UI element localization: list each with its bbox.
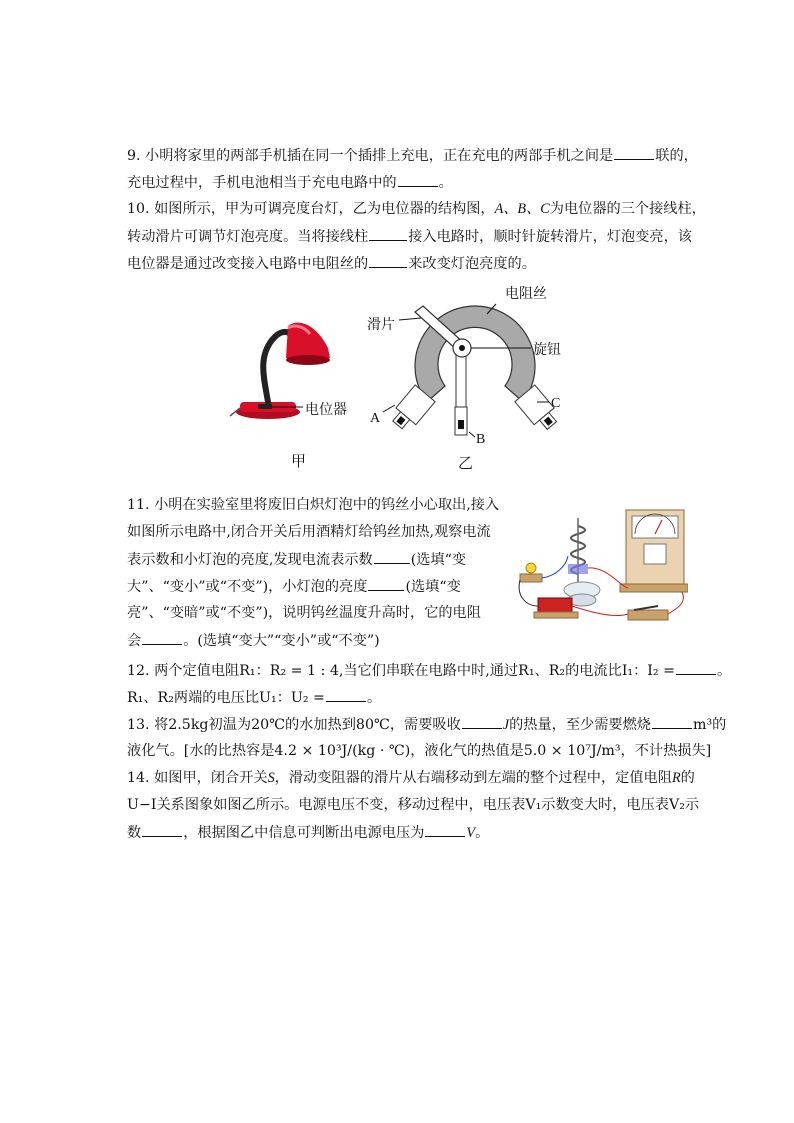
q10-blank-1[interactable] <box>369 226 407 241</box>
q11-text3a: 表示数和小灯泡的亮度,发现电流表示数 <box>127 552 373 568</box>
q13-text2: 液化气。[水的比热容是4.2 × 10³J/(kg · ℃)，液化气的热值是5.0 × 10⁷J/m³，不计热损失] <box>127 743 712 759</box>
q10-text3b: 来改变灯泡亮度的。 <box>408 256 536 272</box>
q11-blank-2[interactable] <box>368 576 404 591</box>
q11-text5: 亮”、“变暗”或“不变”)，说明钨丝温度升高时，它的电阻 <box>127 605 481 621</box>
label-terminal-c: C <box>551 396 561 411</box>
q10-text1b: 为电位器的三个接线柱， <box>549 201 706 217</box>
q12-text2a: R₁、R₂两端的电压比U₁：U₂ = <box>127 690 325 706</box>
q9-blank-2[interactable] <box>398 172 438 187</box>
q12-text1b: 。 <box>717 663 732 679</box>
q9-blank-1[interactable] <box>614 145 654 160</box>
label-slider: 滑片 <box>367 317 395 333</box>
q14-text1b: ，滑动变阻器的滑片从右端移动到左端的整个过程中，定值电阻 <box>274 770 672 786</box>
q11-line3 <box>127 549 466 570</box>
q9-line1 <box>127 145 698 166</box>
q10-terminals: A、B、C <box>494 201 550 217</box>
q14-line3 <box>127 822 489 843</box>
q12-blank-2[interactable] <box>326 687 366 702</box>
label-terminal-a: A <box>370 411 381 426</box>
q12-blank-1[interactable] <box>676 660 716 675</box>
q14-resistor-r: R <box>671 770 681 786</box>
label-knob: 旋钮 <box>533 342 561 358</box>
q13-blank-2[interactable] <box>652 714 692 729</box>
q14-line1 <box>127 768 695 788</box>
q10-text1a: 10. 如图所示，甲为可调亮度台灯，乙为电位器的结构图， <box>127 201 495 217</box>
q12-text1a: 12. 两个定值电阻R₁：R₂ = 1 : 4,当它们串联在电路中时,通过R₁、R₂的电流比I₁：I₂ = <box>127 663 676 679</box>
q10-text3a: 电位器是通过改变接入电路中电阻丝的 <box>127 256 369 272</box>
q10-line1 <box>127 199 706 219</box>
q9-line2 <box>127 172 453 193</box>
q9-text-end: 联的， <box>655 148 698 164</box>
caption-jia: 甲 <box>291 452 307 470</box>
q10-text2b: 接入电路时，顺时针旋转滑片，灯泡变亮，该 <box>408 229 692 245</box>
q11-line1 <box>127 495 499 515</box>
q14-text2: U−I关系图象如图乙所示。电源电压不变，移动过程中，电压表V₁示数变大时，电压表V₂示 <box>127 797 700 813</box>
q14-text1c: 的 <box>680 770 695 786</box>
q11-line4 <box>127 576 461 597</box>
q13-unit-j: J <box>502 717 510 733</box>
q10-line3 <box>127 253 536 274</box>
q13-blank-1[interactable] <box>462 714 502 729</box>
q13-text1c: m³的 <box>693 717 727 733</box>
q14-blank-2[interactable] <box>425 822 465 837</box>
q11-text6b: 。(选填“变大”“变小”或“不变”) <box>183 633 380 649</box>
q11-text6a: 会 <box>127 633 142 649</box>
q12-line2 <box>127 687 381 708</box>
q14-unit-v: V <box>466 825 476 841</box>
q10-line2 <box>127 226 692 247</box>
potentiometer-diagram <box>365 282 575 452</box>
q14-text3c: 。 <box>475 825 490 841</box>
q13-text1a: 13. 将2.5kg初温为20℃的水加热到80℃，需要吸收 <box>127 717 461 733</box>
q11-blank-1[interactable] <box>374 549 410 564</box>
q12-text2b: 。 <box>366 690 382 706</box>
q10-blank-2[interactable] <box>369 253 407 268</box>
q14-text3a: 数 <box>127 825 142 841</box>
q11-text3b: (选填“变 <box>410 552 467 568</box>
label-resistance-wire: 电阻丝 <box>505 286 547 302</box>
q14-blank-1[interactable] <box>142 822 182 837</box>
q11-blank-3[interactable] <box>142 630 182 645</box>
q13-line1 <box>127 714 726 735</box>
q9-text2-end: 。 <box>438 175 453 191</box>
q9-text2: 充电过程中，手机电池相当于充电电路中的 <box>127 175 397 191</box>
caption-yi: 乙 <box>458 454 474 472</box>
q12-line1 <box>127 660 731 681</box>
q14-text3b: ，根据图乙中信息可判断出电源电压为 <box>183 825 425 841</box>
q9-text: 9. 小明将家里的两部手机插在同一个插排上充电，正在充电的两部手机之间是 <box>127 148 614 164</box>
q14-line2 <box>127 795 699 815</box>
q11-line6 <box>127 630 380 651</box>
tungsten-experiment-figure <box>516 506 688 628</box>
q11-text2: 如图所示电路中,闭合开关后用酒精灯给钨丝加热,观察电流 <box>127 524 491 540</box>
q10-text2a: 转动滑片可调节灯泡亮度。当将接线柱 <box>127 229 369 245</box>
q11-text1: 11. 小明在实验室里将废旧白炽灯泡中的钨丝小心取出,接入 <box>127 497 500 513</box>
q13-text1b: 的热量，至少需要燃烧 <box>509 717 651 733</box>
label-terminal-b: B <box>476 432 486 447</box>
q11-text4a: 大”、“变小”或“不变”)，小灯泡的亮度 <box>127 579 368 595</box>
q13-line2 <box>127 741 711 761</box>
q14-switch-s: S <box>267 770 275 786</box>
q11-line2 <box>127 522 491 542</box>
q11-line5 <box>127 603 481 623</box>
q11-text4b: (选填“变 <box>405 579 461 595</box>
label-potentiometer: 电位器 <box>305 402 347 418</box>
q14-text1a: 14. 如图甲，闭合开关 <box>127 770 268 786</box>
